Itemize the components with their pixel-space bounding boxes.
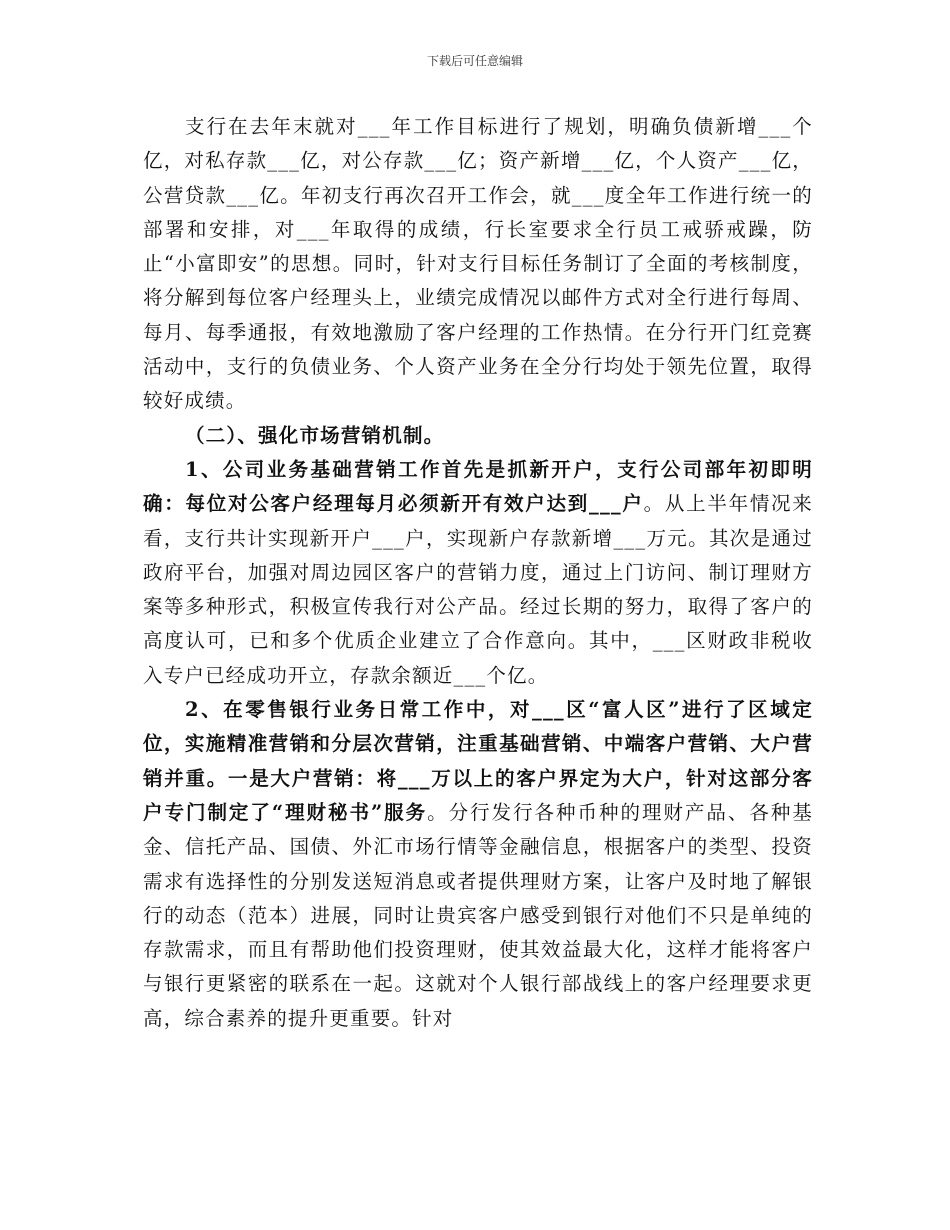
paragraph-lead-bold: 2、在零售银行业务日常工作中，对___区“富人区”进行了区域定位，实施精准营销和分层次营销，注重基础营销、中端客户营销、大户营销并重。一是大户营销：将___万以上的客户界定为大户，针对这部分客户专门制定了“理财秘书”服务 — [143, 698, 813, 824]
section-heading: （二）、强化市场营销机制。 — [185, 423, 445, 447]
paragraph-targets: 支行在去年末就对___年工作目标进行了规划，明确负债新增___个亿，对私存款___亿，对公存款___亿；资产新增___亿，个人资产___亿，公营贷款___亿。年初支行再次召开工作会，就___度全年工作进行统一的部署和安排，对___年取得的成绩，行长室要求全行员工戒骄戒躁，防止“小富即安”的思想。同时，针对支行目标任务制订了全面的考核制度，将分解到每位客户经理头上，业绩完成情况以邮件方式对全行进行每周、每月、每季通报，有效地激励了客户经理的工作热情。在分行开门红竞赛活动中，支行的负债业务、个人资产业务在全分行均处于领先位置，取得较好成绩。 — [143, 115, 813, 413]
paragraph-corporate-marketing — [143, 453, 813, 693]
paragraph-body-text: 。从上半年情况来看，支行共计实现新开户___户，实现新户存款新增___万元。其次是通过政府平台，加强对周边园区客户的营销力度，通过上门访问、制订理财方案等多种形式，积极宣传我行对公产品。经过长期的努力，取得了客户的高度认可，已和多个优质企业建立了合作意向。其中，___区财政非税收入专户已经成功开立，存款余额近___个亿。 — [143, 492, 813, 687]
paragraph-lead-bold: 1、公司业务基础营销工作首先是抓新开户，支行公司部年初即明确：每位对公客户经理每月必须新开有效户达到___户 — [143, 457, 813, 516]
header-note: 下载后可任意编辑 — [426, 54, 523, 68]
document-body — [143, 110, 813, 1036]
paragraph-body-text: 。分行发行各种币种的理财产品、各种基金、信托产品、国债、外汇市场行情等金融信息，根据客户的类型、投资需求有选择性的分别发送短消息或者提供理财方案，让客户及时地了解银行的动态（范本）进展，同时让贵宾客户感受到银行对他们不只是单纯的存款需求，而且有帮助他们投资理财，使其效益最大化，这样才能将客户与银行更紧密的联系在一起。这就对个人银行部战线上的客户经理要求更高，综合素养的提升更重要。针对 — [143, 800, 814, 1030]
paragraph-retail-marketing — [143, 693, 813, 1036]
